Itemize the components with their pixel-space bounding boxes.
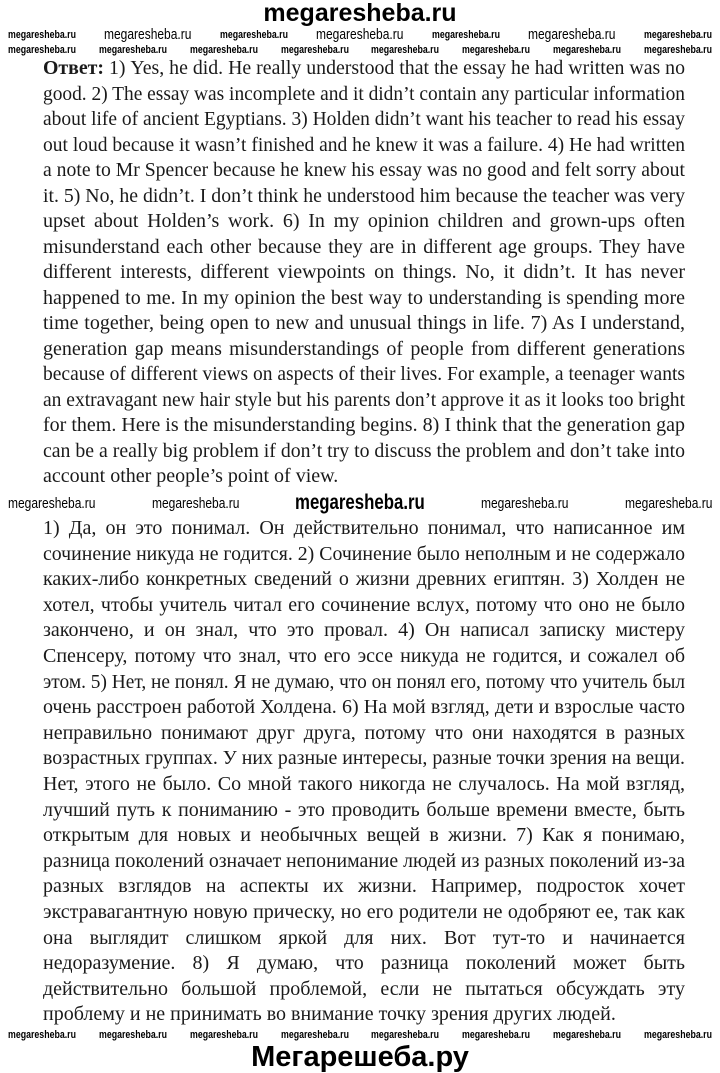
watermark: megaresheba.ru: [528, 26, 616, 43]
text-line-text: Спенсеру, потому что знал, что его эссе никуда не годится, и сожалел об: [43, 644, 685, 667]
watermark: megaresheba.ru: [8, 28, 76, 41]
text-line-content: [43, 798, 685, 824]
watermark: megaresheba.ru: [481, 494, 569, 512]
text-line-content: [43, 133, 685, 159]
text-line-text: can be a really big problem if don’t try to discuss the problem and don’t take into: [43, 439, 685, 462]
text-line: [43, 772, 685, 798]
text-line: [43, 388, 685, 414]
text-line: [43, 516, 685, 542]
text-line-text: лучший путь к пониманию - это проводить больше времени вместе, быть: [43, 798, 685, 821]
text-line-text: an extravagant new hair style but his parents don’t approve it as it looks too bright: [43, 388, 685, 411]
text-line: [43, 798, 685, 824]
text-line: [43, 618, 685, 644]
text-line-content: [43, 567, 685, 593]
text-line: [43, 593, 685, 619]
text-line-text: неправильно понимают друг друга, потому что они находятся в разных: [43, 721, 685, 744]
text-line-content: [43, 542, 685, 568]
watermark: megaresheba.ru: [553, 1028, 622, 1041]
text-line-text: about life of ancient Egyptians. 3) Holden didn’t want his teacher to read his essay: [43, 108, 685, 130]
watermark: megaresheba.ru: [644, 43, 712, 56]
text-line-content: [43, 926, 685, 952]
text-line: [43, 413, 685, 439]
text-line-text: generation gap means misunderstandings of people from different generations: [43, 337, 685, 360]
watermark: megaresheba.ru: [220, 28, 288, 41]
text-line-content: [43, 1002, 616, 1028]
text-line-content: [43, 849, 685, 875]
text-line-content: [43, 413, 685, 439]
text-line: [43, 951, 685, 977]
text-line: [43, 1002, 685, 1028]
watermark: megaresheba.ru: [104, 26, 192, 43]
text-line: [43, 977, 685, 1003]
text-line-content: [43, 721, 685, 747]
text-line-text: экстравагантную новую прическу, но его родители не одобряют ее, так как: [43, 900, 685, 923]
text-line: [43, 721, 685, 747]
watermark: megaresheba.ru: [8, 494, 96, 512]
site-title-header: megaresheba.ru: [263, 0, 457, 27]
text-line-text: разница поколений означает непонимание людей из разных поколений из-за: [43, 849, 685, 872]
text-line: [43, 209, 685, 235]
text-line-text: проблему и не принимать во внимание точку зрения других людей.: [43, 1003, 616, 1026]
text-line: [43, 439, 685, 465]
text-line-text: действительно большой проблемой, если не пытаться обсуждать эту: [43, 977, 685, 1000]
text-line: [43, 158, 685, 184]
text-line-content: [43, 209, 685, 235]
watermark: megaresheba.ru: [644, 1028, 712, 1041]
text-line: [43, 133, 685, 159]
text-line: [43, 362, 685, 388]
text-line-content: [43, 618, 685, 644]
watermark: megaresheba.ru: [189, 43, 258, 56]
text-line: [43, 286, 685, 312]
text-line: [43, 670, 685, 696]
text-line-text: out loud because it wasn’t finished and he knew it was a failure. 4) He had written: [43, 133, 685, 156]
text-line: [43, 56, 685, 82]
text-line-content: [43, 772, 685, 798]
watermark: megaresheba.ru: [432, 28, 500, 41]
text-line-text: happened to me. In my opinion the best way to understanding is spending more: [43, 286, 685, 309]
site-title-footer: Мегарешеба.ру: [251, 1041, 469, 1073]
watermark: megaresheba.ru: [553, 43, 622, 56]
text-line-content: [43, 235, 685, 261]
text-line: [43, 311, 685, 337]
text-line-text: очень расстроен работой Холдена. 6) На мой взгляд, дети и взрослые часто: [43, 696, 685, 719]
text-line-text: time together, being open to new and unusual things in life. 7) As I understand,: [43, 312, 685, 334]
watermark: megaresheba.ru: [98, 43, 167, 56]
watermark: megaresheba.ru: [280, 1028, 349, 1041]
text-line-text: она выглядит слишком яркой для них. Вот тут-то и начинается: [43, 926, 685, 949]
text-line-content: [43, 951, 685, 977]
text-line-content: [43, 107, 685, 133]
text-line: [43, 260, 685, 286]
text-line-text: хотел, чтобы учитель читал его сочинение вслух, потому что оно не было: [43, 593, 685, 616]
english-answer: [43, 56, 685, 490]
text-line-content: [43, 823, 685, 849]
text-line-content: [43, 56, 685, 82]
text-line-text: upset about Holden’s work. 6) In my opinion children and grown-ups often: [43, 210, 685, 232]
watermark: megaresheba.ru: [316, 26, 404, 43]
text-line: [43, 337, 685, 363]
text-line-text: different interests, different viewpoints on things. No, it didn’t. It has never: [43, 261, 685, 283]
text-line-text: сочинение никуда не годится. 2) Сочинение было неполным и не содержало: [43, 542, 685, 565]
watermark: megaresheba.ru: [462, 43, 531, 56]
text-line: [43, 82, 685, 108]
watermark: megaresheba.ru: [371, 1028, 440, 1041]
text-line-content: [43, 311, 685, 337]
text-line-content: [43, 593, 685, 619]
text-line-text: 1) Yes, he did. He really understood that the essay he had written was no: [104, 57, 685, 79]
text-line-content: [43, 158, 685, 184]
text-line-text: good. 2) The essay was incomplete and it didn’t contain any particular information: [43, 82, 685, 105]
text-line-text: misunderstand each other because they are in different age groups. They have: [43, 235, 685, 258]
russian-translation: [43, 516, 685, 1028]
text-line: [43, 184, 685, 210]
text-line: [43, 235, 685, 261]
watermark: megaresheba.ru: [189, 1028, 258, 1041]
text-line-content: [43, 388, 685, 414]
text-line-text: каких-либо конкретных сведений о жизни древних египтян. 3) Холден не: [43, 568, 685, 591]
watermark: megaresheba.ru: [280, 43, 349, 56]
text-line: [43, 926, 685, 952]
text-line: [43, 644, 685, 670]
text-line-content: [43, 900, 685, 926]
text-line-content: [43, 977, 685, 1003]
text-line-content: [43, 184, 685, 210]
text-line-content: [43, 874, 685, 900]
text-line-content: [43, 644, 685, 670]
watermark: megaresheba.ru: [151, 494, 239, 512]
watermark: megaresheba.ru: [644, 28, 712, 41]
text-line-content: [43, 746, 685, 772]
text-line-text: it. 5) No, he didn’t. I don’t think he understood him because the teacher was very: [43, 184, 685, 207]
watermark: megaresheba.ru: [98, 1028, 167, 1041]
text-line: [43, 695, 685, 721]
text-line-text: because of different views on aspects of their lives. For example, a teenager wants: [43, 363, 685, 385]
watermark: megaresheba.ru: [8, 1028, 76, 1041]
text-line: [43, 746, 685, 772]
text-line-content: [43, 362, 685, 388]
text-line-text: a note to Mr Spencer because he knew his essay was no good and felt sorry about: [43, 159, 685, 181]
watermark: megaresheba.ru: [371, 43, 440, 56]
watermark: megaresheba.ru: [8, 43, 76, 56]
watermark: megaresheba.ru: [295, 491, 425, 514]
text-line: [43, 874, 685, 900]
text-line-text: Нет, этого не было. Со мной такого никогда не случалось. На мой взгляд,: [43, 772, 685, 795]
text-line-text: разных взглядов на аспекты их жизни. Например, подросток хочет: [43, 875, 685, 898]
text-line: [43, 107, 685, 133]
text-line-content: [43, 260, 685, 286]
watermark: megaresheba.ru: [624, 494, 712, 512]
text-line-text: этом. 5) Нет, не понял. Я не думаю, что он понял его, потому что учитель был: [43, 670, 685, 693]
text-line: [43, 823, 685, 849]
text-line: [43, 849, 685, 875]
text-line-content: [43, 670, 685, 696]
watermark: megaresheba.ru: [462, 1028, 531, 1041]
text-line-text: возрастных группах. У них разные интересы, разные точки зрения на вещи.: [43, 747, 685, 770]
text-line-text: account other people’s point of view.: [43, 465, 339, 487]
text-line-text: открытым для новых и необычных вещей в жизни. 7) Как я понимаю,: [43, 824, 685, 847]
text-line-content: [43, 439, 685, 465]
text-line-content: [43, 286, 685, 312]
text-line-content: [43, 695, 685, 721]
answer-label: Ответ:: [43, 57, 105, 79]
text-line: [43, 464, 685, 490]
text-line-text: 1) Да, он это понимал. Он действительно понимал, что написанное им: [43, 517, 685, 539]
text-line: [43, 542, 685, 568]
text-line-content: [43, 464, 338, 490]
text-line: [43, 567, 685, 593]
text-line-text: закончено, и он знал, что это провал. 4) Он написал записку мистеру: [43, 619, 685, 642]
text-line-content: [43, 337, 685, 363]
text-line-text: недоразумение. 8) Я думаю, что разница поколений может быть: [43, 952, 685, 975]
text-line-content: [43, 516, 685, 542]
text-line: [43, 900, 685, 926]
text-line-content: [43, 82, 685, 108]
text-line-text: for them. Here is the misunderstanding begins. 8) I think that the generation gap: [43, 414, 685, 436]
